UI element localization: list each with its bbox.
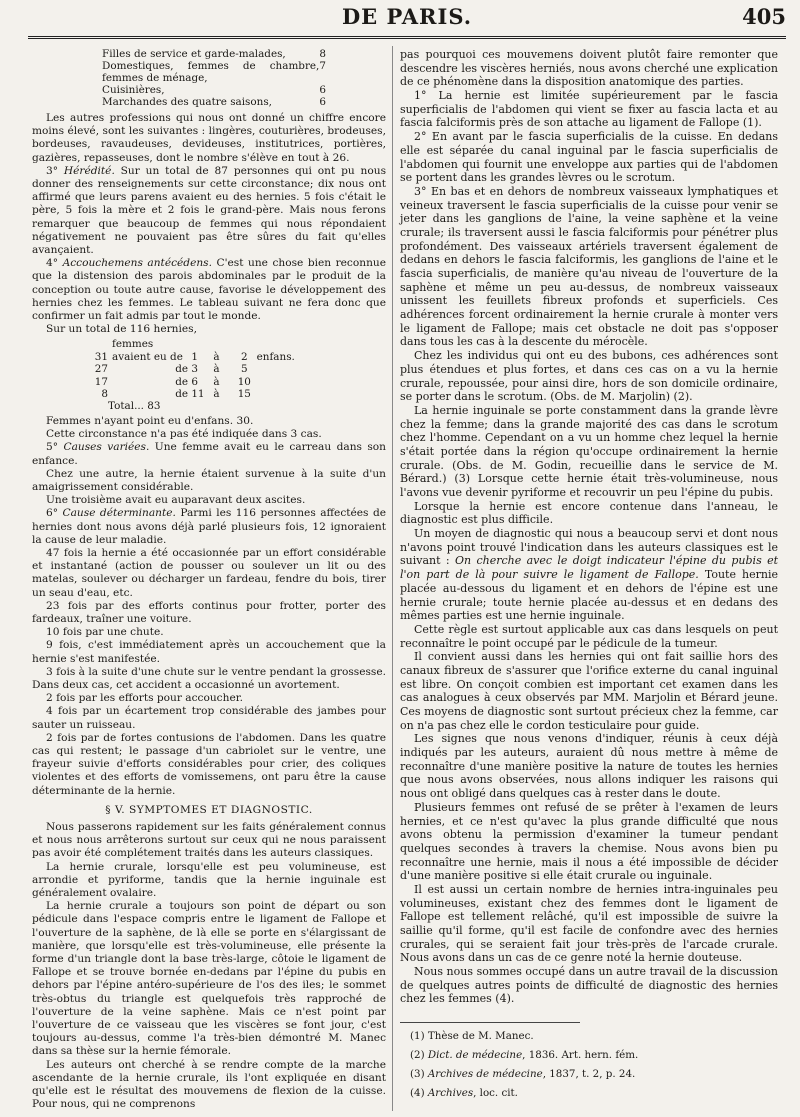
left-column — [32, 48, 386, 1111]
footnote: (2) Dict. de médecine, 1836. Art. hern. fém. — [410, 1049, 639, 1062]
list-item: Filles de service et garde-malades, 8 — [102, 48, 326, 60]
paragraph: Un moyen de diagnostic qui nous a beaucoup servi et dont nous n'avons point trouvé l'indication dans les auteurs classiques est le suivant : On cherche avec le doigt indicateur l'épine du pubis et l'on part de là pour suivre le ligament de Fallope. Toute hernie placée au-dessous du ligament et en dehors de l'épine est une hernie crurale; toute hernie placée au-dessus et en dedans des mêmes parties est une hernie inguinale. — [400, 527, 779, 623]
header-rule — [28, 36, 786, 39]
paragraph: 3° Hérédité. Sur un total de 87 personnes qui ont pu nous donner des renseignements sur cette circonstance; dix nous ont affirmé que leurs parens avaient eu des hernies. 5 fois c'était le père, 5 fois la mère et 2 fois le grand-père. Mais nous ferons remarquer que beaucoup de femmes qui nous répondaient négativement ne pouvaient pas être sûres du fait qu'elles avançaient. — [32, 164, 387, 257]
paragraph: Cette règle est surtout applicable aux cas dans lesquels on peut reconnaître le point occupé par le pédicule de la tumeur. — [400, 622, 778, 650]
paragraph: 6° Cause déterminante. Parmi les 116 personnes affectées de hernies dont nous avons déjà parlé plusieurs fois, 12 ignoraient la cause de leur maladie. — [32, 507, 387, 546]
paragraph: Il est aussi un certain nombre de hernies intra-inguinales peu volumineuses, existant chez des femmes dont le ligament de Fallope est tellement relâché, qu'il est impossible de suivre la saillie qu'il forme, qu'il est facile de confondre avec des hernies crurales, qui se seraient fait jour très-près de l'arcade crurale. Nous avons dans un cas de ce genre noté la hernie douteuse. — [400, 882, 778, 965]
section-heading: § V. SYMPTOMES ET DIAGNOSTIC. — [105, 803, 313, 816]
paragraph: La hernie inguinale se porte constamment dans la grande lèvre chez la femme; dans la grande majorité des cas dans le scrotum chez l'homme. Cependant on a vu un homme chez lequel la hernie s'était portée dans la région qu'occupe ordinairement la hernie crurale. (Obs. de M. Godin, recueillie dans le service de M. Bérard.) (3) Lorsque cette hernie était très-volumineuse, nous l'avons vue devenir pyriforme et recouvrir un peu l'épine du pubis. — [400, 403, 778, 499]
children-table — [80, 338, 386, 412]
paragraph: Femmes n'ayant point eu d'enfans. 30. — [46, 414, 254, 427]
paragraph: pas pourquoi ces mouvemens doivent plutôt faire remonter que descendre les viscères herniés, nous avons cherché une explication de ce phénomène dans la disposition anatomique des parties. — [400, 48, 778, 89]
column-divider — [392, 46, 393, 1111]
paragraph: La hernie crurale, lorsqu'elle est peu volumineuse, est arrondie et pyriforme, tandis que la hernie inguinale est généralement ovalaire. — [32, 860, 386, 899]
right-column — [400, 48, 778, 1103]
table-total: Total... 83 — [108, 400, 161, 413]
paragraph: Une troisième avait eu auparavant deux ascites. — [46, 494, 306, 507]
paragraph: Nous passerons rapidement sur les faits généralement connus et nous nous arrêterons surtout sur ceux qui ne nous paraissent pas avoir été complétement traités dans les auteurs classiques. — [32, 820, 386, 860]
table-row: 17 de 6 à 10 — [94, 375, 251, 388]
paragraph: 3 fois à la suite d'une chute sur le ventre pendant la grossesse. Dans deux cas, cet accident a occasionné un avortement. — [32, 665, 386, 691]
paragraph: 2° En avant par le fascia superficialis de la cuisse. En dedans elle est séparée du canal inguinal par le fascia superficialis de l'abdomen qui fournit une enveloppe aux parties qui de l'abdomen se portent dans les grandes lèvres ou le scrotum. — [400, 130, 778, 185]
paragraph: 5° Causes variées. Une femme avait eu le carreau dans son enfance. — [32, 441, 386, 467]
paragraph: 10 fois par une chute. — [46, 626, 164, 639]
paragraph: 2 fois par les efforts pour accoucher. — [46, 692, 243, 705]
paragraph: Les signes que nous venons d'indiquer, réunis à ceux déjà indiqués par les auteurs, auraient dû nous mettre à même de reconnaître d'une manière positive la nature de toutes les hernies que nous avons observées, nous allons indiquer les raisons qui nous ont obligé dans quelques cas à rester dans le doute. — [400, 732, 778, 801]
paragraph: 1° La hernie est limitée supérieurement par le fascia superficialis de l'abdomen qui vient se fixer au fascia lacta et au fascia falciformis près de son attache au ligament de Fallope (1). — [400, 89, 778, 130]
paragraph: Plusieurs femmes ont refusé de se prêter à l'examen de leurs hernies, et ce n'est qu'avec la plus grande difficulté que nous avons obtenu la permission d'examiner la tumeur pendant quelques secondes à travers la chemise. Nous avons bien pu reconnaître une hernie, mais il nous a été impossible de décider d'une manière positive si elle était crurale ou inguinale. — [400, 800, 778, 883]
paragraph: Il convient aussi dans les hernies qui ont fait saillie hors des canaux fibreux de s'assurer que l'orifice externe du canal inguinal est libre. On conçoit combien est important cet examen dans les cas analogues à ceux observés par MM. Marjolin et Bérard jeune. Ces moyens de diagnostic sont surtout précieux chez la femme, car on n'a pas chez elle le cordon testiculaire pour guide. — [400, 650, 778, 732]
page-number: 405 — [742, 4, 786, 29]
paragraph: 4 fois par un écartement trop considérable des jambes pour sauter un ruisseau. — [32, 705, 386, 731]
list-item: Cuisinières, 6 — [102, 84, 326, 96]
paragraph: 3° En bas et en dehors de nombreux vaisseaux lymphatiques et veineux traversent le fascia superficialis de la cuisse pour venir se jeter dans les ganglions de l'aine, la veine saphène et la veine crurale; ils traversent aussi le fascia falciformis pour pénétrer plus profondément. Des vaisseaux artériels traversent également de dedans en dehors le fascia falciformis, les ganglions de l'aine et le fascia superficialis, de manière qu'au niveau de l'ouverture de la saphène et même un peu au-dessus, de nombreux vaisseaux unissent les feuillets fibreux profonds et superficiels. Ces adhérences forcent ordinairement la hernie crurale à monter vers le ligament de Fallope; mais cet obstacle ne doit pas s'opposer dans tous les cas à la descente du mérocèle. — [400, 184, 778, 349]
paragraph: 47 fois la hernie a été occasionnée par un effort considérable et instantané (action de pousser ou soulever un lit ou des matelas, soulever ou décharger un fardeau, fendre du bois, tirer un seau d'eau, etc. — [32, 546, 386, 599]
paragraph: Chez les individus qui ont eu des bubons, ces adhérences sont plus étendues et plus fortes, et dans ces cas on a vu la hernie crurale, repoussée, pour ainsi dire, hors de son domicile ordinaire, se porter dans le scrotum. (Obs. de M. Marjolin) (2). — [400, 349, 778, 404]
paragraph: 2 fois par de fortes contusions de l'abdomen. Dans les quatre cas qui restent; le passage d'un cabriolet sur le ventre, une frayeur suivie d'efforts considérables pour crier, des coliques violentes et des efforts de vomissemens, ont paru être la cause déterminante de la hernie. — [32, 731, 386, 797]
table-row: 31femmes avaient eu de 1 à 2 enfans. — [94, 338, 295, 363]
footnote: (1) Thèse de M. Manec. — [410, 1030, 534, 1043]
paragraph: 4° Accouchemens antécédens. C'est une chose bien reconnue que la distension des parois abdominales par le produit de la conception ou toute autre cause, favorise le développement des hernies chez les femmes. Le tableau suivant ne fera donc que confirmer un fait admis par tout le monde. — [32, 257, 386, 323]
paragraph: 9 fois, c'est immédiatement après un accouchement que la hernie s'est manifestée. — [32, 639, 386, 665]
paragraph: 23 fois par des efforts continus pour frotter, porter des fardeaux, traîner une voiture. — [32, 599, 386, 625]
paragraph: La hernie crurale a toujours son point de départ ou son pédicule dans l'espace compris entre le ligament de Fallope et l'ouverture de la saphène, de là elle se porte en s'élargissant de manière, que lorsqu'elle est très-volumineuse, elle présente la forme d'un triangle dont la base très-large, côtoie le ligament de Fallope et se trouve bornée en-dedans par l'épine du pubis en dehors par l'épine antéro-supérieure de l'os des iles; le sommet très-obtus du triangle est quelquefois très rapproché de l'ouverture de la veine saphène. Mais ce n'est point par l'ouverture de ce vaisseau que les viscères se font jour, c'est toujours au-dessus, comme l'a très-bien démontré M. Manec dans sa thèse sur la hernie fémorale. — [32, 900, 386, 1058]
paragraph: Chez une autre, la hernie étaient survenue à la suite d'un amaigrissement considérable. — [32, 467, 386, 493]
paragraph: Les auteurs ont cherché à se rendre compte de la marche ascendante de la hernie crurale, ils l'ont expliquée en disant qu'elle est le résultat des mouvemens de flexion de la cuisse. Pour nous, qui ne comprenons — [32, 1058, 386, 1111]
paragraph: Lorsque la hernie est encore contenue dans l'anneau, le diagnostic est plus difficile. — [400, 499, 778, 527]
list-item: Marchandes des quatre saisons, 6 — [102, 96, 326, 108]
footnote-rule — [400, 1022, 580, 1023]
table-row: 8 de 11 à 15 — [101, 388, 251, 401]
paragraph: Sur un total de 116 hernies, — [46, 323, 197, 336]
footnote: (4) Archives, loc. cit. — [410, 1087, 518, 1100]
running-title: DE PARIS. — [341, 4, 473, 29]
page-header — [28, 2, 786, 42]
footnote: (3) Archives de médecine, 1837, t. 2, p. 24. — [410, 1068, 636, 1081]
table-row: 27 de 3 à 5 — [94, 363, 248, 376]
paragraph: Les autres professions qui nous ont donné un chiffre encore moins élevé, sont les suivantes : lingères, couturières, brodeuses, bordeuses, ravaudeuses, devideuses, institutrices, portières, gazières, repasseuses, dont le nombre s'élève en tout à 26. — [32, 112, 386, 164]
list-item: Domestiques, femmes de chambre, femmes de ménage, 7 — [102, 60, 326, 84]
paragraph: Cette circonstance n'a pas été indiquée dans 3 cas. — [46, 428, 322, 441]
paragraph: Nous nous sommes occupé dans un autre travail de la discussion de quelques autres points de difficulté de diagnostic des hernies chez les femmes (4). — [400, 965, 778, 1006]
